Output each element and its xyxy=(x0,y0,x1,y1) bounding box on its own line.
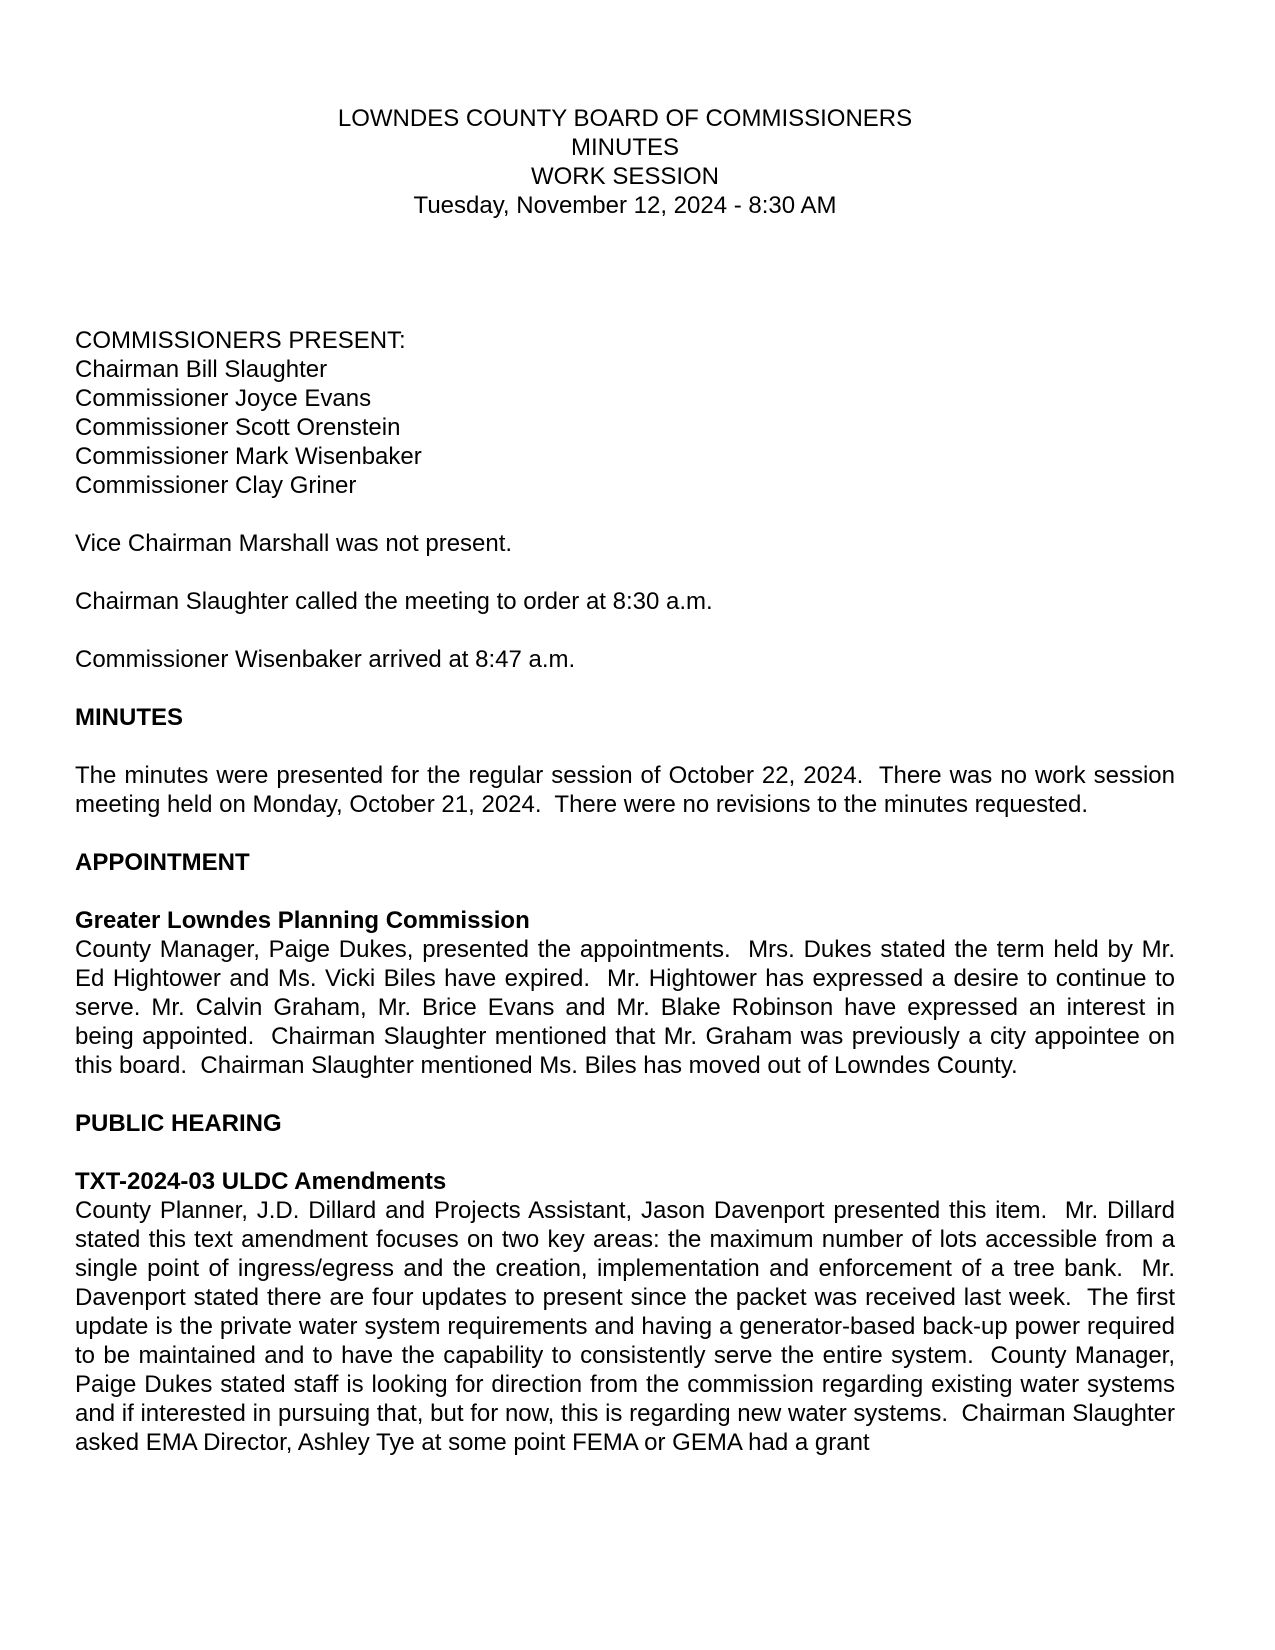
late-arrival-note: Commissioner Wisenbaker arrived at 8:47 a.m. xyxy=(75,646,576,673)
appointment-body: County Manager, Paige Dukes, presented the appointments. Mrs. Dukes stated the term held by Mr. Ed Hightower and Ms. Vicki Biles have expired. Mr. Hightower has expressed a desire to continue to serve. Mr. Calvin Graham, Mr. Brice Evans and Mr. Blake Robinson have expressed an interest in being appointed. Chairman Slaughter mentioned that Mr. Graham was previously a city appointee on this board. Chairman Slaughter mentioned Ms. Biles has moved out of Lowndes County. xyxy=(75,936,1182,1079)
header-session-type: WORK SESSION xyxy=(530,163,720,190)
header-datetime: Tuesday, November 12, 2024 - 8:30 AM xyxy=(413,192,837,219)
document-header xyxy=(75,104,1175,220)
call-to-order-note: Chairman Slaughter called the meeting to order at 8:30 a.m. xyxy=(75,588,713,615)
appointment-section xyxy=(75,906,1182,1080)
commissioner-name: Commissioner Mark Wisenbaker xyxy=(75,443,422,470)
commissioner-name: Commissioner Scott Orenstein xyxy=(75,414,401,441)
section-heading-appointment: APPOINTMENT xyxy=(75,849,250,876)
attendance-list xyxy=(75,326,1175,500)
minutes-body: The minutes were presented for the regular session of October 22, 2024. There was no work session meeting held on Monday, October 21, 2024. There were no revisions to the minutes requested. xyxy=(75,762,1182,818)
commissioner-name: Commissioner Joyce Evans xyxy=(75,385,372,412)
header-doc-type: MINUTES xyxy=(571,134,679,161)
absent-note: Vice Chairman Marshall was not present. xyxy=(75,530,513,557)
commissioner-name: Commissioner Clay Griner xyxy=(75,472,357,499)
commissioners-present-label: COMMISSIONERS PRESENT: xyxy=(75,327,406,354)
section-heading-minutes: MINUTES xyxy=(75,704,183,731)
commissioner-name: Chairman Bill Slaughter xyxy=(75,356,328,383)
appointment-subheading: Greater Lowndes Planning Commission xyxy=(75,907,530,934)
public-hearing-subheading: TXT-2024-03 ULDC Amendments xyxy=(75,1168,447,1195)
header-org-line: LOWNDES COUNTY BOARD OF COMMISSIONERS xyxy=(337,105,913,132)
section-heading-public-hearing: PUBLIC HEARING xyxy=(75,1110,282,1137)
public-hearing-body: County Planner, J.D. Dillard and Projects Assistant, Jason Davenport presented this item. Mr. Dillard stated this text amendment focuses on two key areas: the maximum number of lots accessible from a single point of ingress/egress and the creation, implementation and enforcement of a tree bank. Mr. Davenport stated there are four updates to present since the packet was received last week. The first update is the private water system requirements and having a generator-based back-up power required to be maintained and to have the capability to consistently serve the entire system. County Manager, Paige Dukes stated staff is looking for direction from the commission regarding existing water systems and if interested in pursuing that, but for now, this is regarding new water systems. Chairman Slaughter asked EMA Director, Ashley Tye at some point FEMA or GEMA had a grant xyxy=(75,1197,1182,1456)
public-hearing-section xyxy=(75,1167,1182,1457)
